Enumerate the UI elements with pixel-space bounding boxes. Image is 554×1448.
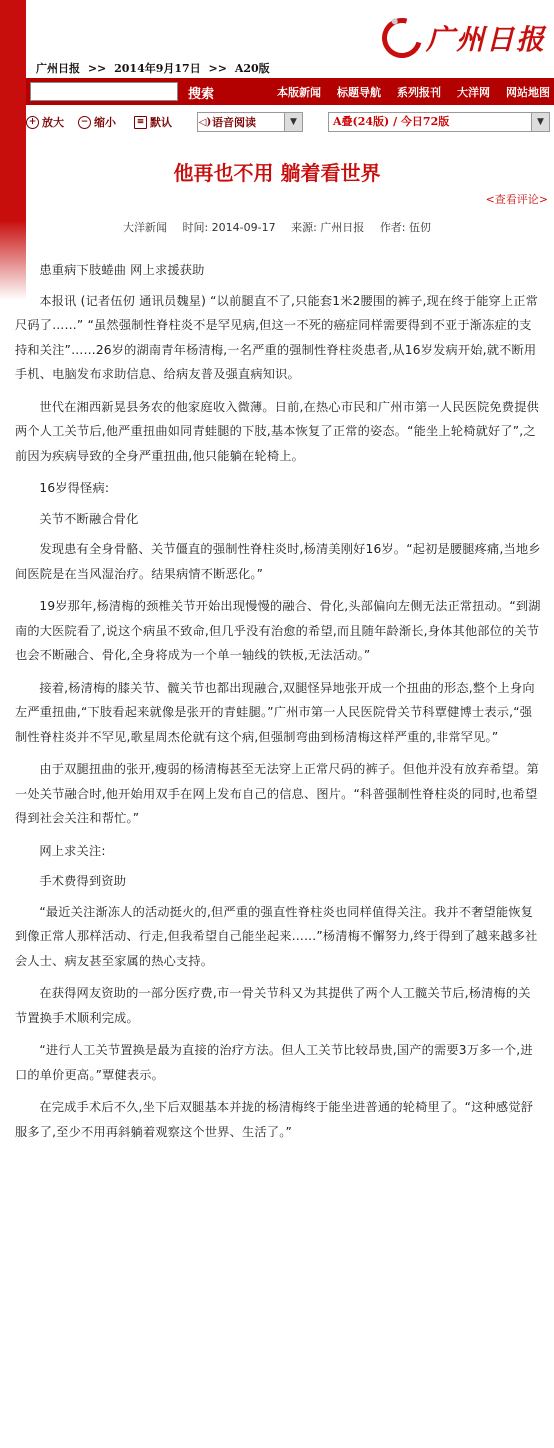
article-body: [15, 258, 543, 1152]
zoom-in-button[interactable]: [26, 114, 64, 130]
left-decorative-strip: [0, 0, 26, 300]
voice-reading-label: 语音阅读: [212, 116, 256, 129]
meta-source: 来源: 广州日报: [291, 221, 365, 234]
nav-links: [277, 84, 550, 100]
meta-site: 大洋新闻: [122, 221, 167, 234]
logo-mark-icon: [375, 11, 430, 66]
guangzhou-daily-logo[interactable]: [382, 18, 546, 58]
breadcrumb-separator: >>: [208, 62, 227, 75]
section-heading: 手术费得到资助: [39, 874, 127, 888]
zoom-in-icon: +: [26, 116, 39, 129]
page-select[interactable]: [328, 112, 550, 132]
section-heading: 16岁得怪病:: [39, 481, 110, 495]
search-input[interactable]: [30, 82, 178, 101]
default-size-label: 默认: [150, 116, 172, 129]
nav-link-dayoo[interactable]: 大洋网: [457, 86, 490, 99]
page-header: [26, 0, 554, 78]
section-heading: 网上求关注:: [39, 843, 106, 858]
article-paragraph: “最近关注渐冻人的活动挺火的,但严重的强直性脊柱炎也同样值得关注。我并不奢望能恢复到像正常人那样活动、行走,但我希望自己能坐起来……”杨清梅不懈努力,终于得到了越来越多社会人士、病友甚至家属的热心支持。: [15, 904, 538, 968]
article-paragraph: “进行人工关节置换是最为直接的治疗方法。但人工关节比较昂贵,国产的需要3万多一个,进口的单价更高。”覃健表示。: [15, 1043, 533, 1082]
breadcrumb-page[interactable]: A20版: [234, 62, 270, 75]
article-paragraph: 接着,杨清梅的膝关节、髋关节也都出现融合,双腿怪异地张开成一个扭曲的形态,整个上身向左严重扭曲,“下肢看起来就像是张开的青蛙腿。”广州市第一人民医院骨关节科覃健博士表示,“强制性脊柱炎并不罕见,歌星周杰伦就有这个病,但强制弯曲到杨清梅这样严重的,非常罕见。”: [15, 680, 535, 744]
article-meta: [0, 219, 554, 235]
speaker-icon: ◁): [198, 116, 212, 128]
zoom-out-button[interactable]: [78, 114, 116, 130]
nav-link-this-page-news[interactable]: 本版新闻: [277, 86, 321, 99]
breadcrumb: [36, 60, 274, 76]
zoom-out-label: 缩小: [94, 116, 116, 129]
article-paragraph: 发现患有全身骨骼、关节僵直的强制性脊柱炎时,杨清美刚好16岁。“起初是腰腿疼痛,当地乡间医院是在当风湿治疗。结果病情不断恶化。”: [15, 542, 541, 581]
zoom-out-icon: −: [78, 116, 91, 129]
article-paragraph: 本报讯 (记者伍仞 通讯员魏星) “以前腿直不了,只能套1米2腰围的裤子,现在终于能穿上正常尺码了……” “虽然强制性脊柱炎不是罕见病,但这一不死的癌症同样需要得到不亚于渐冻症的支持和关注”……26岁的湖南青年杨清梅,一名严重的强制性脊柱炎患者,从16岁发病开始,就不断用手机、电脑发布求助信息、给病友普及强直病知识。: [15, 293, 539, 381]
article-subheading: 患重病下肢蜷曲 网上求援获助: [39, 263, 205, 277]
meta-time: 时间: 2014-09-17: [182, 221, 276, 234]
breadcrumb-separator: >>: [87, 62, 107, 75]
voice-reading-select[interactable]: [197, 112, 303, 132]
article-paragraph: 世代在湘西新晃县务农的他家庭收入微薄。日前,在热心市民和广州市第一人民医院免费提供两个人工关节后,他严重扭曲如同青蛙腿的下肢,基本恢复了正常的姿态。“能坐上轮椅就好了”,之前因为疾病导致的全身严重扭曲,他只能躺在轮椅上。: [15, 399, 539, 463]
view-comments-link[interactable]: <查看评论>: [485, 193, 548, 206]
nav-link-series-papers[interactable]: 系列报刊: [397, 86, 441, 99]
article-paragraph: 由于双腿扭曲的张开,瘦弱的杨清梅甚至无法穿上正常尺码的裤子。但他并没有放弃希望。第一处关节融合时,他开始用双手在网上发布自己的信息、图片。“科普强制性脊柱炎的同时,也希望得到社会关注和帮忙。”: [15, 762, 539, 825]
zoom-in-label: 放大: [42, 116, 64, 129]
breadcrumb-date[interactable]: 2014年9月17日: [114, 62, 201, 75]
nav-link-site-map[interactable]: 网站地图: [506, 86, 550, 99]
main-nav-bar: [26, 78, 554, 105]
reading-toolbar: [26, 110, 554, 136]
article-paragraph: 在获得网友资助的一部分医疗费,市一骨关节科又为其提供了两个人工髋关节后,杨清梅的关节置换手术顺利完成。: [15, 986, 531, 1025]
meta-author: 作者: 伍仞: [379, 221, 432, 234]
document-icon: ≡: [134, 116, 147, 129]
article-paragraph: 在完成手术后不久,坐下后双腿基本并拢的杨清梅终于能坐进普通的轮椅里了。“这种感觉舒服多了,至少不用再斜躺着观察这个世界、生活了。”: [15, 1100, 534, 1139]
default-size-button[interactable]: [134, 114, 172, 130]
article-paragraph: 19岁那年,杨清梅的颈椎关节开始出现慢慢的融合、骨化,头部偏向左侧无法正常扭动。“到湖南的大医院看了,说这个病虽不致命,但几乎没有治愈的希望,而且随年龄渐长,身体其他部位的关节也会不断融合、骨化,全身将成为一个单一轴线的铁板,无法活动。”: [15, 599, 541, 662]
breadcrumb-paper[interactable]: 广州日报: [36, 62, 80, 75]
logo-text: 广州日报: [425, 23, 546, 56]
page-select-value: A叠(24版) / 今日72版: [333, 115, 450, 128]
chevron-down-icon[interactable]: ▼: [284, 113, 302, 131]
article-title: 他再也不用 躺着看世界: [173, 161, 381, 185]
section-heading: 关节不断融合骨化: [39, 511, 139, 526]
nav-link-title-navigation[interactable]: 标题导航: [337, 86, 381, 99]
search-button[interactable]: 搜索: [188, 87, 215, 102]
chevron-down-icon[interactable]: ▼: [531, 113, 549, 131]
